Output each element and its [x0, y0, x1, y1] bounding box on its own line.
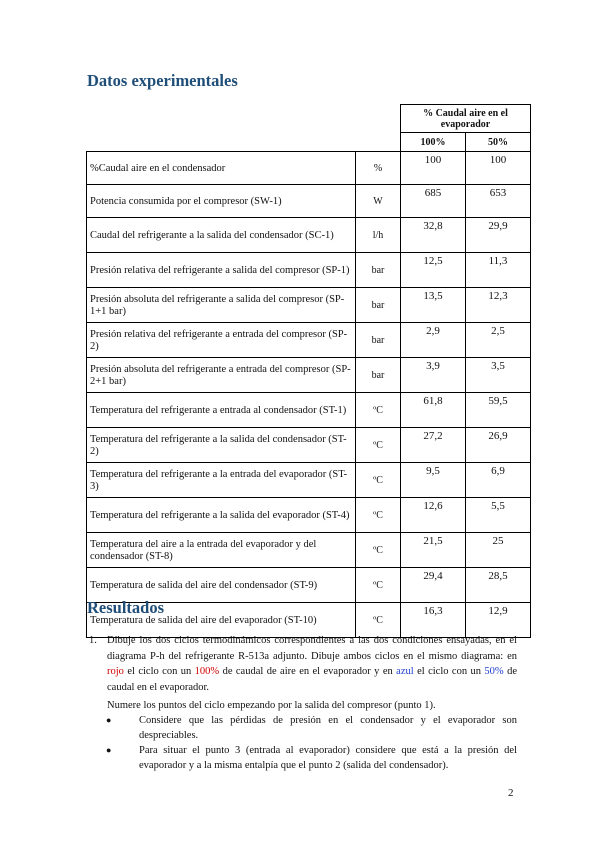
row-description: Temperatura del refrigerante a la entrada del evaporador (ST-3) [87, 463, 356, 498]
table-row [87, 185, 531, 218]
group-header: % Caudal aire en el evaporador [401, 105, 531, 133]
bullet-text: Para situar el punto 3 (entrada al evaporador) considere que está a la presión del evaporador y a la misma entalpía que el punto 2 (salida del condensador). [139, 745, 517, 771]
table-subheader-row [87, 133, 531, 152]
value-100: 61,8 [401, 393, 466, 428]
item1-text-c: de caudal de aire en el evaporador y en [219, 666, 397, 677]
value-100: 29,4 [401, 568, 466, 603]
table-row [87, 218, 531, 253]
table-row [87, 358, 531, 393]
col-header-100: 100% [401, 133, 466, 152]
section-title-resultados: Resultados [87, 598, 165, 617]
word-azul: azul [396, 666, 414, 677]
bullet-icon: ● [106, 715, 112, 725]
table-row [87, 533, 531, 568]
row-unit: ºC [356, 498, 401, 533]
row-description: Presión absoluta del refrigerante a entrada del compresor (SP-2+1 bar) [87, 358, 356, 393]
value-50: 100 [466, 152, 531, 185]
page-number: 2 [508, 787, 514, 799]
row-description: Temperatura del refrigerante a la salida del evaporador (ST-4) [87, 498, 356, 533]
value-100: 21,5 [401, 533, 466, 568]
value-50: 6,9 [466, 463, 531, 498]
row-description: Presión relativa del refrigerante a entrada del compresor (SP-2) [87, 323, 356, 358]
row-unit: bar [356, 288, 401, 323]
value-50: 59,5 [466, 393, 531, 428]
row-unit: ºC [356, 568, 401, 603]
value-100: 12,5 [401, 253, 466, 288]
row-unit: bar [356, 323, 401, 358]
pct-100: 100% [194, 666, 220, 677]
table-row [87, 498, 531, 533]
row-unit: ºC [356, 393, 401, 428]
table-row [87, 253, 531, 288]
result-item-1 [89, 633, 517, 695]
experimental-data-table [86, 104, 531, 638]
row-unit: ºC [356, 463, 401, 498]
row-unit: l/h [356, 218, 401, 253]
row-description: Presión absoluta del refrigerante a salida del compresor (SP-1+1 bar) [87, 288, 356, 323]
value-50: 28,5 [466, 568, 531, 603]
value-100: 100 [401, 152, 466, 185]
item1-text-d: el ciclo con un [413, 666, 485, 677]
value-100: 13,5 [401, 288, 466, 323]
bullet-text: Considere que las pérdidas de presión en el condensador y el evaporador son despreciables. [139, 715, 517, 741]
col-header-50: 50% [466, 133, 531, 152]
item1-text-e: de caudal en el evaporador. [107, 666, 517, 693]
table-header-row [87, 105, 531, 133]
row-description: Temperatura del refrigerante a la salida del condensador (ST-2) [87, 428, 356, 463]
row-description: Temperatura del aire a la entrada del evaporador y del condensador (ST-8) [87, 533, 356, 568]
value-100: 3,9 [401, 358, 466, 393]
bullet-item [107, 713, 517, 743]
table-row [87, 393, 531, 428]
row-description: Caudal del refrigerante a la salida del condensador (SC-1) [87, 218, 356, 253]
row-description: Temperatura de salida del aire del evaporador (ST-10) [87, 603, 356, 638]
row-unit: ºC [356, 533, 401, 568]
item1-text-b: el ciclo con un [123, 666, 195, 677]
value-100: 32,8 [401, 218, 466, 253]
value-100: 685 [401, 185, 466, 218]
table-row [87, 323, 531, 358]
numbering-instruction: Numere los puntos del ciclo empezando por la salida del compresor (punto 1). [107, 700, 436, 711]
value-100: 2,9 [401, 323, 466, 358]
row-unit: bar [356, 358, 401, 393]
item-number: 1. [89, 635, 97, 646]
row-description: Presión relativa del refrigerante a salida del compresor (SP-1) [87, 253, 356, 288]
value-50: 2,5 [466, 323, 531, 358]
value-50: 26,9 [466, 428, 531, 463]
value-100: 12,6 [401, 498, 466, 533]
value-100: 27,2 [401, 428, 466, 463]
row-unit: bar [356, 253, 401, 288]
item1-text-a: Dibuje los dos ciclos termodinámicos correspondientes a las dos condiciones ensayadas, en el diagrama P-h del refrigerante R-513a adjunto. Dibuje ambos ciclos en el mismo diagrama: en [107, 635, 517, 662]
value-50: 29,9 [466, 218, 531, 253]
bullet-icon: ● [106, 745, 112, 755]
value-50: 5,5 [466, 498, 531, 533]
value-50: 3,5 [466, 358, 531, 393]
table-row [87, 288, 531, 323]
value-50: 11,3 [466, 253, 531, 288]
value-50: 12,9 [466, 603, 531, 638]
pct-50: 50% [484, 666, 504, 677]
row-description: Potencia consumida por el compresor (SW-1) [87, 185, 356, 218]
value-50: 12,3 [466, 288, 531, 323]
row-unit: ºC [356, 603, 401, 638]
row-description: %Caudal aire en el condensador [87, 152, 356, 185]
value-50: 25 [466, 533, 531, 568]
row-unit: W [356, 185, 401, 218]
section-title-datos: Datos experimentales [87, 71, 238, 90]
row-description: Temperatura de salida del aire del condensador (ST-9) [87, 568, 356, 603]
table-row [87, 463, 531, 498]
table-row [87, 428, 531, 463]
table-row [87, 152, 531, 185]
bullet-item [107, 743, 517, 773]
value-100: 16,3 [401, 603, 466, 638]
row-unit: % [356, 152, 401, 185]
row-description: Temperatura del refrigerante a entrada al condensador (ST-1) [87, 393, 356, 428]
word-rojo: rojo [107, 666, 124, 677]
value-50: 653 [466, 185, 531, 218]
value-100: 9,5 [401, 463, 466, 498]
row-unit: ºC [356, 428, 401, 463]
